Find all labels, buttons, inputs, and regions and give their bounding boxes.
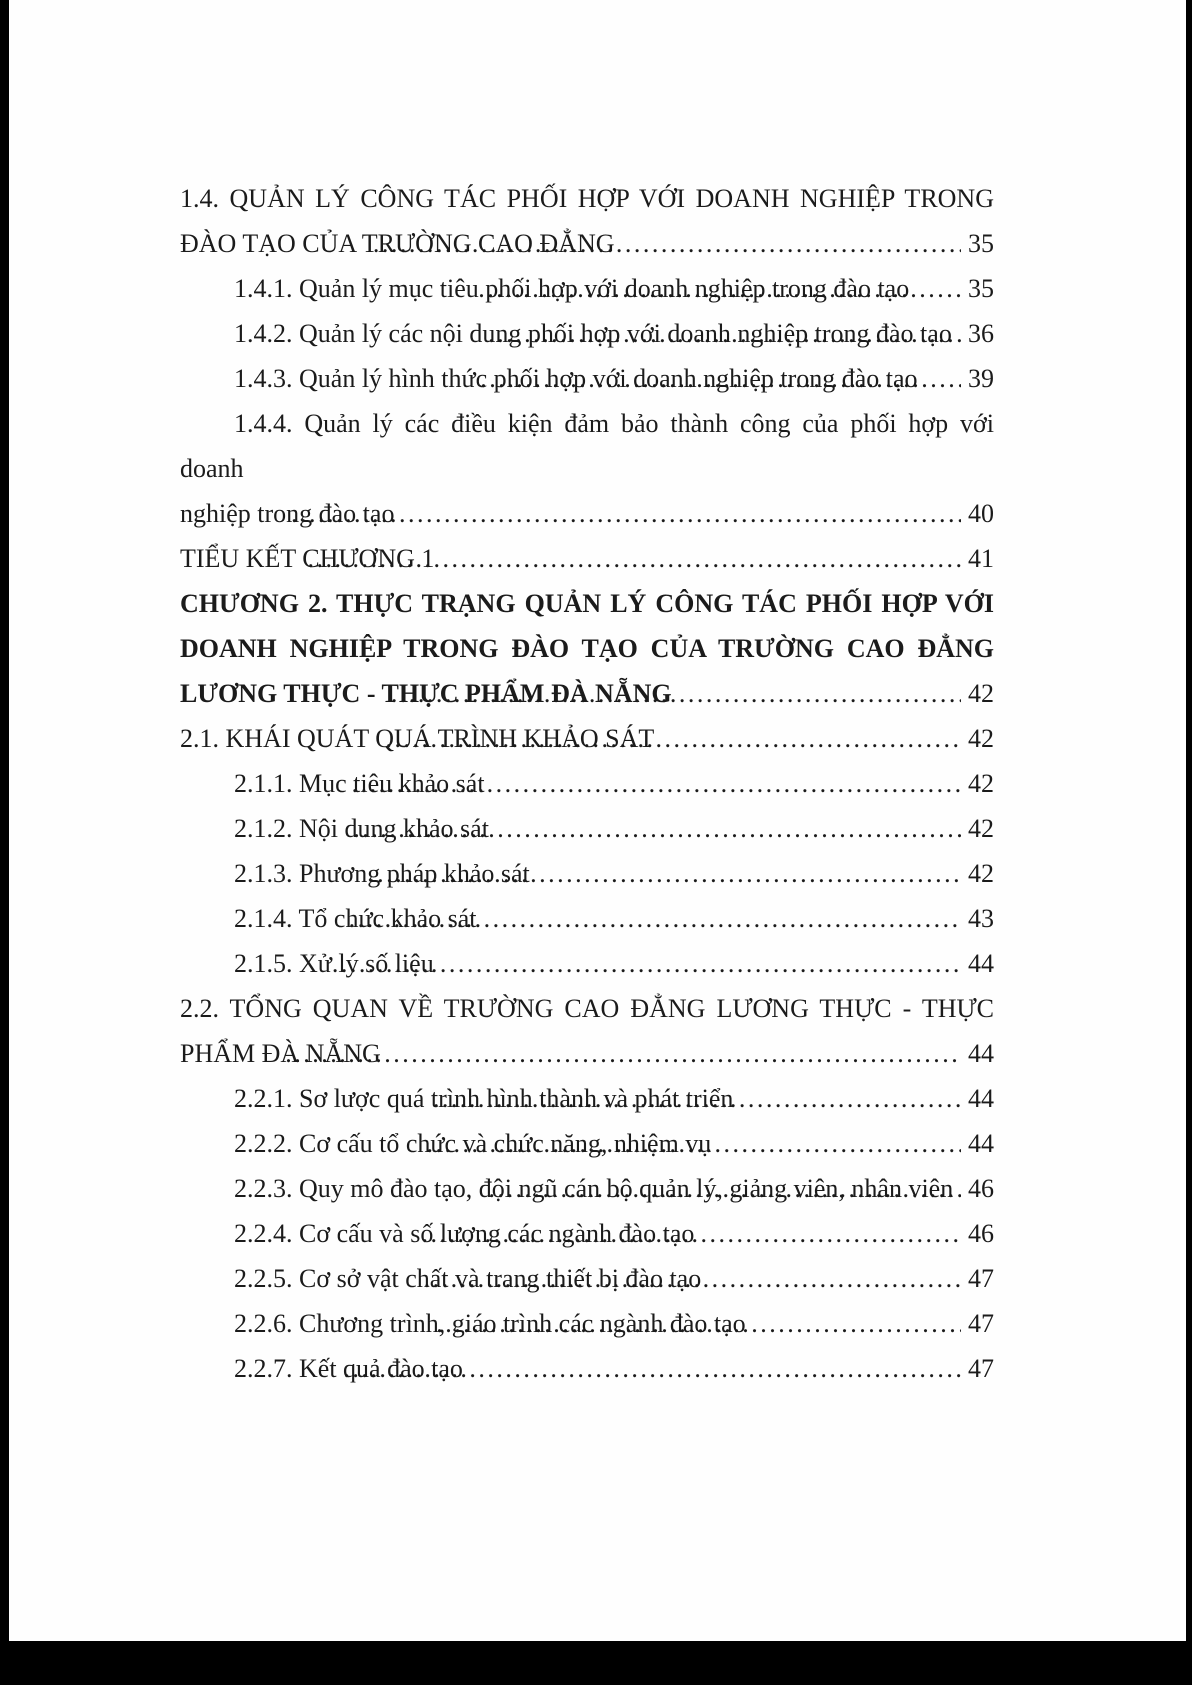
toc-entry-text: LƯƠNG THỰC - THỰC PHẨM ĐÀ NẴNG <box>180 679 672 708</box>
toc-entry-line: CHƯƠNG 2. THỰC TRẠNG QUẢN LÝ CÔNG TÁC PHỐI HỢP VỚI <box>180 589 994 618</box>
toc-entry-text: 2.2.5. Cơ sở vật chất và trang thiết bị đào tạo <box>234 1264 702 1293</box>
toc-entry-line: 1.4.4. Quản lý các điều kiện đảm bảo thành công của phối hợp với doanh <box>180 409 994 483</box>
toc-entry <box>180 1256 994 1301</box>
toc-entry-line: 2.2. TỔNG QUAN VỀ TRƯỜNG CAO ĐẲNG LƯƠNG THỰC - THỰC <box>180 994 994 1023</box>
toc-page-number: 35 <box>968 229 994 258</box>
toc-entry-text: 2.2.2. Cơ cấu tổ chức và chức năng, nhiệm vụ <box>234 1129 712 1158</box>
toc-entry <box>180 176 994 266</box>
toc-entry <box>180 761 994 806</box>
toc-page-number: 44 <box>968 1129 994 1158</box>
toc-entry-last-line <box>180 896 994 941</box>
toc-entry-last-line <box>180 941 994 986</box>
toc-page-number: 42 <box>968 724 994 753</box>
toc-entry-last-line <box>180 491 994 536</box>
toc-entry-last-line <box>180 1301 994 1346</box>
toc-entry <box>180 986 994 1076</box>
toc-entry-text: 2.1.5. Xử lý số liệu <box>234 949 434 978</box>
toc-page-number: 44 <box>968 949 994 978</box>
toc-page-number: 35 <box>968 274 994 303</box>
toc-entry-text: 1.4.2. Quản lý các nội dung phối hợp với doanh nghiệp trong đào tạo <box>234 319 952 348</box>
toc-entry <box>180 1121 994 1166</box>
dot-leader <box>368 851 961 896</box>
table-of-contents <box>9 0 1186 1391</box>
toc-entry-last-line <box>180 221 994 266</box>
toc-page-number: 46 <box>968 1219 994 1248</box>
toc-entry-last-line <box>180 1256 994 1301</box>
toc-entry-last-line <box>180 1031 994 1076</box>
dot-leader <box>424 1256 961 1301</box>
scan-border-bottom <box>0 1641 1192 1685</box>
toc-entry-last-line <box>180 1076 994 1121</box>
toc-entry-last-line <box>180 266 994 311</box>
dot-leader <box>488 311 961 356</box>
toc-entry-last-line <box>180 1121 994 1166</box>
toc-entry-text: 2.1.3. Phương pháp khảo sát <box>234 859 530 888</box>
document-page <box>9 0 1186 1641</box>
toc-entry-line: 1.4. QUẢN LÝ CÔNG TÁC PHỐI HỢP VỚI DOANH NGHIỆP TRONG <box>180 184 994 213</box>
toc-entry <box>180 581 994 716</box>
toc-entry-text: nghiệp trong đào tạo <box>180 499 395 528</box>
toc-entry-last-line <box>180 1346 994 1391</box>
toc-entry <box>180 356 994 401</box>
toc-entry-last-line <box>180 671 994 716</box>
dot-leader <box>427 1121 962 1166</box>
dot-leader <box>291 491 961 536</box>
dot-leader <box>352 761 961 806</box>
dot-leader <box>285 1031 961 1076</box>
toc-page-number: 42 <box>968 769 994 798</box>
toc-entry <box>180 1211 994 1256</box>
toc-entry-text: 2.1.4. Tổ chức khảo sát <box>234 904 477 933</box>
toc-entry-last-line <box>180 1211 994 1256</box>
toc-entry-last-line <box>180 536 994 581</box>
toc-page-number: 40 <box>968 499 994 528</box>
toc-page-number: 47 <box>968 1264 994 1293</box>
dot-leader <box>391 671 961 716</box>
dot-leader <box>332 941 961 986</box>
toc-entry-last-line <box>180 761 994 806</box>
toc-page-number: 42 <box>968 859 994 888</box>
toc-entry <box>180 806 994 851</box>
toc-page-number: 39 <box>968 364 994 393</box>
toc-entry <box>180 1076 994 1121</box>
dot-leader <box>308 536 961 581</box>
toc-page-number: 44 <box>968 1084 994 1113</box>
toc-entry-text: ĐÀO TẠO CỦA TRƯỜNG CAO ĐẲNG <box>180 229 615 258</box>
toc-entry-last-line <box>180 716 994 761</box>
toc-entry <box>180 311 994 356</box>
toc-page-number: 42 <box>968 679 994 708</box>
toc-entry-text: 2.2.3. Quy mô đào tạo, đội ngũ cán bộ quản lý, giảng viên, nhân viên <box>234 1174 954 1203</box>
toc-entry <box>180 896 994 941</box>
toc-entry-last-line <box>180 806 994 851</box>
scan-border-left <box>0 0 9 1685</box>
dot-leader <box>349 896 961 941</box>
toc-entry <box>180 401 994 536</box>
toc-entry-text: 2.1.1. Mục tiêu khảo sát <box>234 769 485 798</box>
toc-entry-last-line <box>180 356 994 401</box>
dot-leader <box>422 1211 961 1256</box>
toc-entry-text: PHẨM ĐÀ NẴNG <box>180 1039 381 1068</box>
toc-page-number: 36 <box>968 319 994 348</box>
toc-entry-text: 2.2.7. Kết quả đào tạo <box>234 1354 463 1383</box>
toc-entry-text: 2.2.4. Cơ cấu và số lượng các ngành đào tạo <box>234 1219 695 1248</box>
dot-leader <box>373 221 961 266</box>
toc-entry <box>180 1166 994 1211</box>
toc-page-number: 41 <box>968 544 994 573</box>
dot-leader <box>436 1301 961 1346</box>
toc-entry <box>180 716 994 761</box>
toc-entry-last-line <box>180 1166 994 1211</box>
toc-entry-text: 2.1. KHÁI QUÁT QUÁ TRÌNH KHẢO SÁT <box>180 724 655 753</box>
dot-leader <box>433 1076 961 1121</box>
toc-page-number: 43 <box>968 904 994 933</box>
toc-entry <box>180 536 994 581</box>
toc-page-number: 44 <box>968 1039 994 1068</box>
dot-leader <box>343 1346 961 1391</box>
dot-leader <box>488 1166 961 1211</box>
toc-page-number: 47 <box>968 1309 994 1338</box>
dot-leader <box>353 806 961 851</box>
toc-entry <box>180 1301 994 1346</box>
toc-entry-text: 1.4.1. Quản lý mục tiêu phối hợp với doanh nghiệp trong đào tạo <box>234 274 910 303</box>
toc-page-number: 42 <box>968 814 994 843</box>
dot-leader <box>386 716 961 761</box>
toc-entry <box>180 1346 994 1391</box>
toc-page-number: 46 <box>968 1174 994 1203</box>
toc-entry <box>180 941 994 986</box>
toc-entry-text: 2.1.2. Nội dung khảo sát <box>234 814 489 843</box>
toc-entry-last-line <box>180 311 994 356</box>
toc-entry <box>180 266 994 311</box>
toc-entry-text: 1.4.3. Quản lý hình thức phối hợp với doanh nghiệp trong đào tạo <box>234 364 918 393</box>
toc-page-number: 47 <box>968 1354 994 1383</box>
toc-entry-text: 2.2.6. Chương trình, giáo trình các ngành đào tạo <box>234 1309 746 1338</box>
dot-leader <box>480 356 961 401</box>
toc-entry-text: 2.2.1. Sơ lược quá trình hình thành và phát triển <box>234 1084 734 1113</box>
dot-leader <box>478 266 961 311</box>
scan-border-right <box>1186 0 1192 1685</box>
toc-entry-text: TIỂU KẾT CHƯƠNG 1 <box>180 544 435 573</box>
toc-entry-line: DOANH NGHIỆP TRONG ĐÀO TẠO CỦA TRƯỜNG CAO ĐẲNG <box>180 634 994 663</box>
toc-entry <box>180 851 994 896</box>
toc-entry-last-line <box>180 851 994 896</box>
